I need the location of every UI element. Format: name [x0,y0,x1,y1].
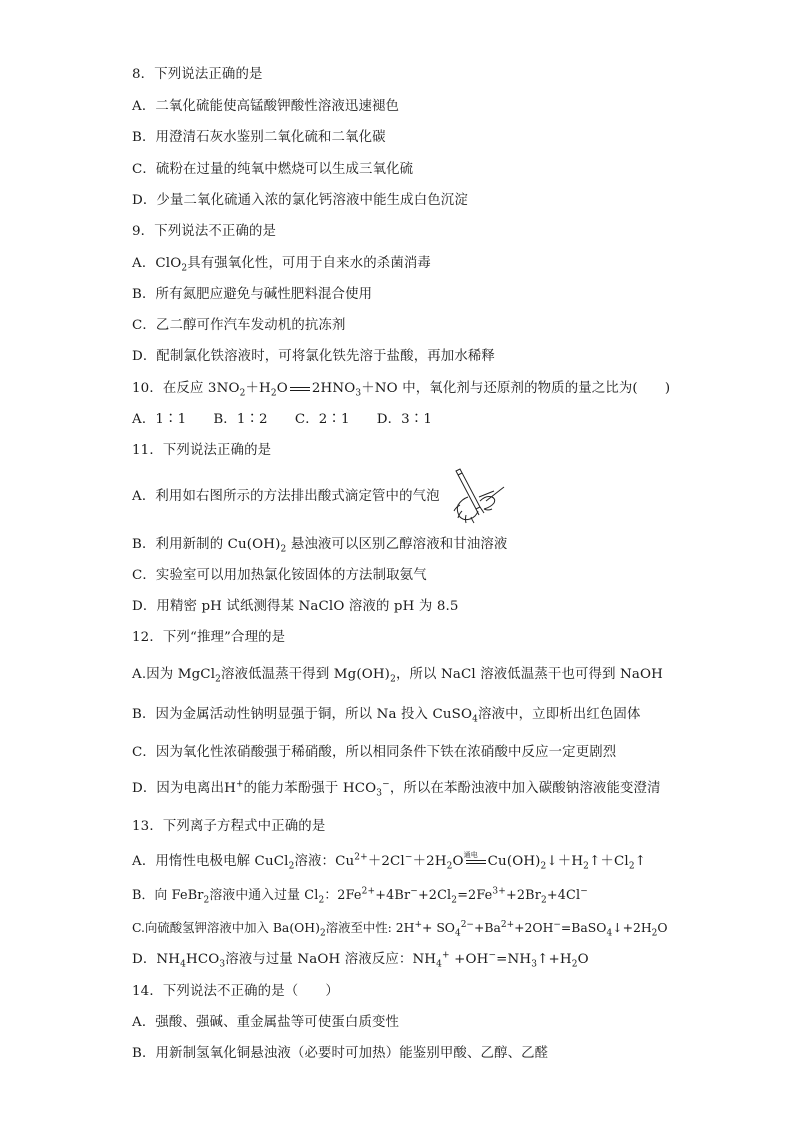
q9-option-c: C．乙二醇可作汽车发动机的抗冻剂 [132,318,346,333]
q10-stem: 10．在反应 $3NO_2+H_2O$ $2HNO_3+NO$ 中，氧化剂与还原剂的物质的量之比为( ) [132,381,671,399]
q14-stem: 14．下列说法不正确的是（ ） [132,984,339,999]
q12-option-d: D．因为电离出H+的能力苯酚强于 $HCO_3^-$，所以在苯酚浊液中加入碳酸钠溶液能变澄清 [132,779,661,799]
q8-option-c: C．硫粉在过量的纯氧中燃烧可以生成三氧化硫 [132,162,414,177]
q14-option-b: B．用新制氢氧化铜悬浊液（必要时可加热）能鉴别甲酸、乙醇、乙醛 [132,1046,549,1061]
q11-option-b: B．利用新制的 $Cu(OH)_2$ 悬浊液可以区别乙醇溶液和甘油溶液 [132,537,508,555]
q11-option-a: A．利用如右图所示的方法排出酸式滴定管中的气泡 [132,489,440,504]
q13-option-a: A．用惰性电极电解 CuCl$_2$溶液：$Cu^{2+}+2Cl^-+2H_2O$ 通电 $Cu(OH)_2↓+H_2↑+Cl_2↑$ [132,853,646,871]
q13-option-b: B．向 FeBr$_2$溶液中通入过量 $Cl_2$：$2Fe^{2+}+4Br^-+2Cl_2=2Fe^{3+}+2Br_2+4Cl^-$ [132,886,588,906]
q9-stem: 9．下列说法不正确的是 [132,224,277,239]
q12-option-b: B．因为金属活动性钠明显强于铜，所以 Na 投入 CuSO$_4$溶液中，立即析出红色固体 [132,707,641,725]
burette-bubble-figure [446,467,508,527]
q12-stem: 12．下列“推理”合理的是 [132,630,286,645]
q11-option-d: D．用精密 pH 试纸测得某 NaClO 溶液的 pH 为 8.5 [132,599,459,614]
q8-option-b: B．用澄清石灰水鉴别二氧化硫和二氧化碳 [132,130,386,145]
q9-option-b: B．所有氮肥应避免与碱性肥料混合使用 [132,287,373,302]
equals-sign [290,387,310,391]
q13-option-d: D．$NH_4HCO_3$溶液与过量 NaOH 溶液反应：$NH_4^+$ $+OH^-=NH_3↑+H_2O$ [132,950,589,970]
q12-option-a: A.因为 MgCl$_2$溶液低温蒸干得到 $Mg(OH)_2$，所以 NaCl 溶液低温蒸干也可得到 NaOH [132,667,663,685]
q13-stem: 13．下列离子方程式中正确的是 [132,819,326,834]
q8-stem: 8．下列说法正确的是 [132,67,263,82]
q11-stem: 11．下列说法正确的是 [132,443,272,458]
q9-option-d: D．配制氯化铁溶液时，可将氯化铁先溶于盐酸，再加水稀释 [132,349,495,364]
q13-option-c: C.向硫酸氢钾溶液中加入 $Ba(OH)_2$溶液至中性: $2H^++ SO_4^{2-}+Ba^{2+}+2OH^-=BaSO_4↓+2H_2O$ [132,919,668,939]
q10-options: A．1∶1 B．1∶2 C．2∶1 D．3∶1 [132,412,433,427]
q9-option-a: A．ClO$_2$具有强氧化性，可用于自来水的杀菌消毒 [132,256,431,274]
q8-option-d: D．少量二氧化硫通入浓的氯化钙溶液中能生成白色沉淀 [132,193,468,208]
q14-option-a: A．强酸、强碱、重金属盐等可使蛋白质变性 [132,1015,400,1030]
q8-option-a: A．二氧化硫能使高锰酸钾酸性溶液迅速褪色 [132,99,400,114]
q11-option-c: C．实验室可以用加热氯化铵固体的方法制取氨气 [132,568,427,583]
q12-option-c: C．因为氧化性浓硝酸强于稀硝酸，所以相同条件下铁在浓硝酸中反应一定更剧烈 [132,745,617,760]
electrolysis-condition: 通电 [463,851,478,859]
